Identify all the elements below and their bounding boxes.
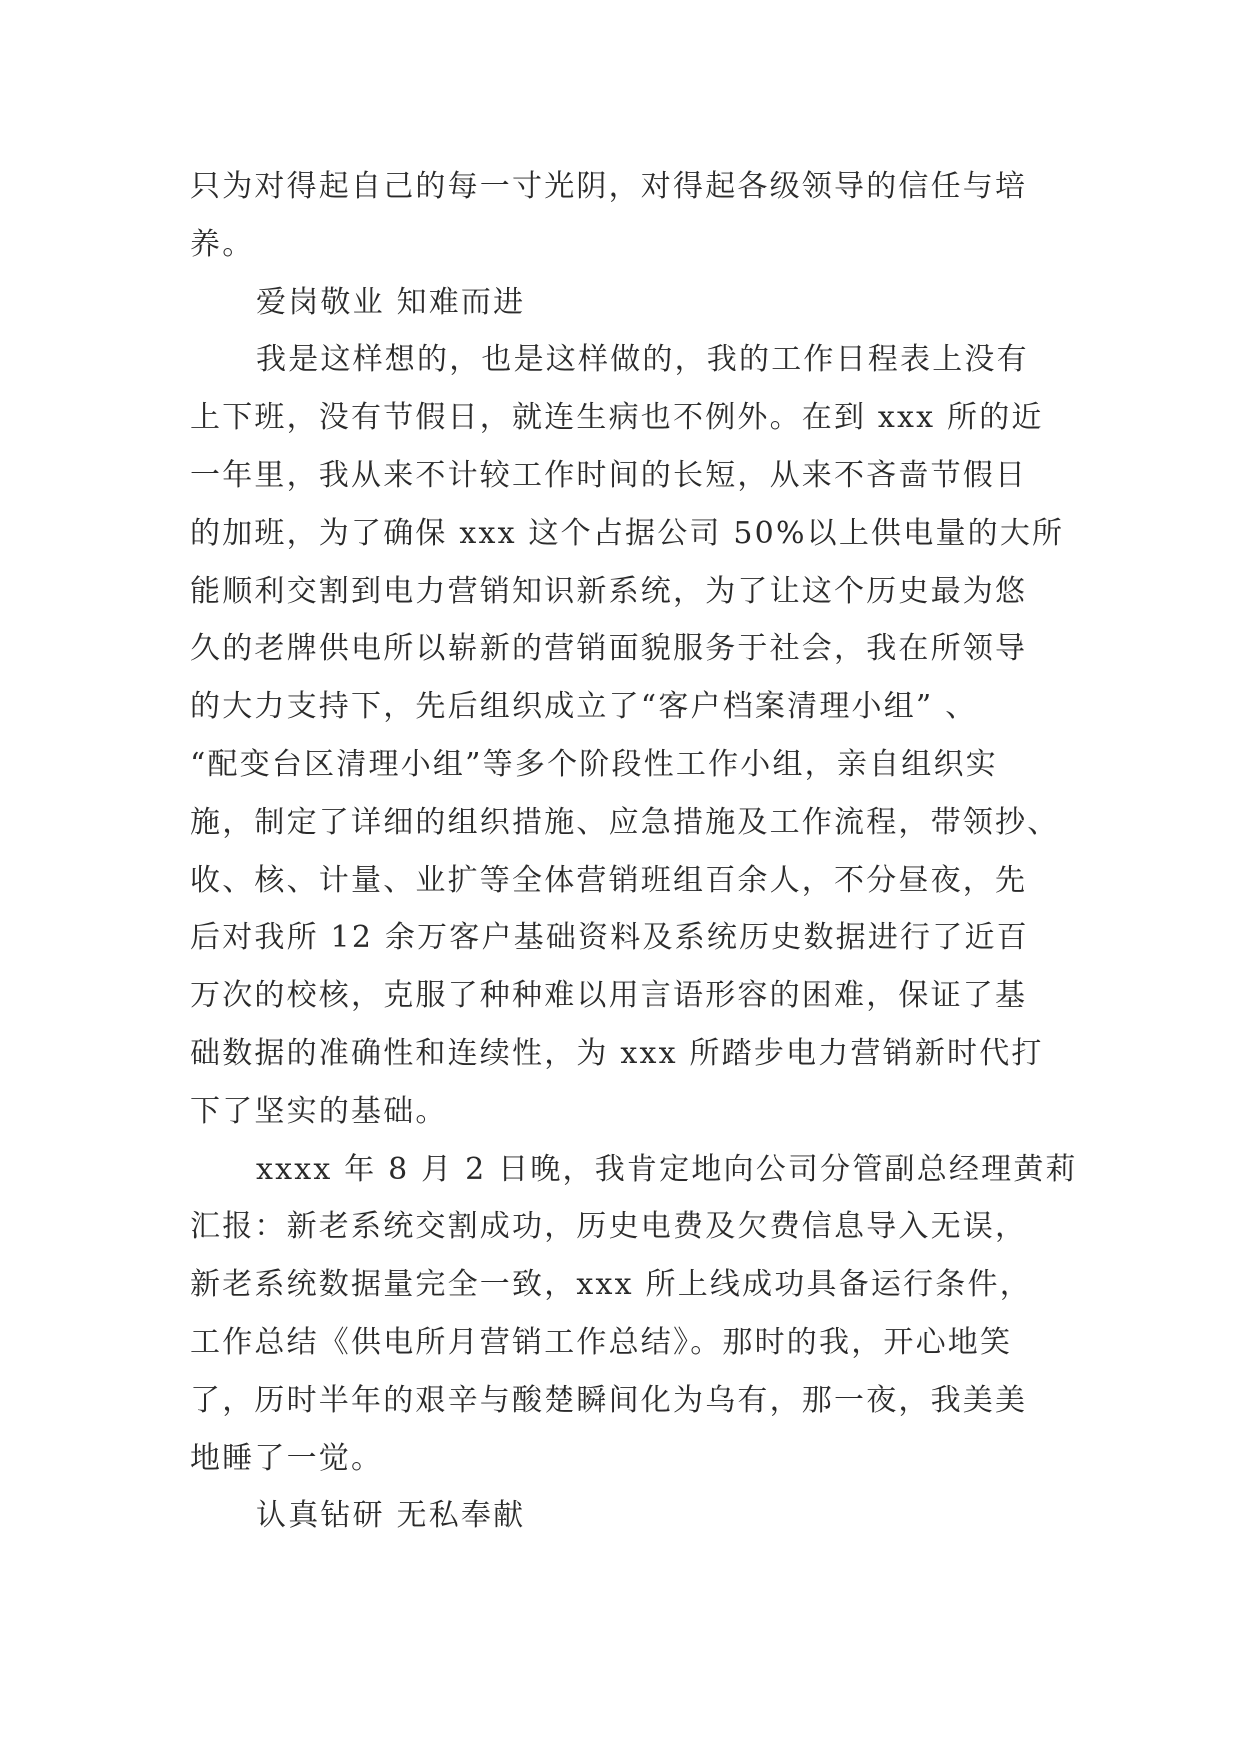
text-line: 养。 bbox=[190, 226, 255, 262]
text-line: 了，历时半年的艰辛与酸楚瞬间化为乌有，那一夜，我美美 bbox=[190, 1382, 1028, 1418]
text-line: 后对我所 12 余万客户基础资料及系统历史数据进行了近百 bbox=[190, 920, 1029, 956]
text-line: 汇报：新老系统交割成功，历史电费及欠费信息导入无误， bbox=[190, 1209, 1028, 1245]
text-line: 的大力支持下，先后组织成立了“客户档案清理小组” 、 bbox=[190, 689, 978, 725]
text-line: 下了坚实的基础。 bbox=[190, 1093, 448, 1129]
text-line: 只为对得起自己的每一寸光阴，对得起各级领导的信任与培 bbox=[190, 169, 1028, 204]
text-line: xxxx 年 8 月 2 日晚，我肯定地向公司分管副总经理黄莉 bbox=[256, 1151, 1078, 1187]
text-line: 础数据的准确性和连续性，为 xxx 所踏步电力营销新时代打 bbox=[190, 1035, 1044, 1071]
text-line: 我是这样想的，也是这样做的，我的工作日程表上没有 bbox=[256, 342, 1029, 378]
text-line: “配变台区清理小组”等多个阶段性工作小组，亲自组织实 bbox=[190, 746, 998, 782]
section-heading: 认真钻研 无私奉献 bbox=[256, 1498, 526, 1534]
text-line: 地睡了一觉。 bbox=[190, 1440, 384, 1476]
text-line: 施，制定了详细的组织措施、应急措施及工作流程，带领抄、 bbox=[190, 804, 1060, 840]
text-line: 新老系统数据量完全一致，xxx 所上线成功具备运行条件， bbox=[190, 1267, 1032, 1303]
section-heading: 爱岗敬业 知难而进 bbox=[256, 284, 526, 320]
text-line: 收、核、计量、业扩等全体营销班组百余人，不分昼夜，先 bbox=[190, 862, 1028, 898]
text-line: 久的老牌供电所以崭新的营销面貌服务于社会，我在所领导 bbox=[190, 631, 1028, 667]
text-line: 万次的校核，克服了种种难以用言语形容的困难，保证了基 bbox=[190, 978, 1028, 1014]
text-line: 工作总结《供电所月营销工作总结》。那时的我，开心地笑 bbox=[190, 1324, 1013, 1360]
body-text bbox=[190, 158, 1078, 1545]
text-line: 能顺利交割到电力营销知识新系统，为了让这个历史最为悠 bbox=[190, 573, 1028, 609]
text-line: 上下班，没有节假日，就连生病也不例外。在到 xxx 所的近 bbox=[190, 400, 1044, 436]
text-line: 的加班，为了确保 xxx 这个占据公司 50%以上供电量的大所 bbox=[190, 515, 1065, 551]
text-line: 一年里，我从来不计较工作时间的长短，从来不吝啬节假日 bbox=[190, 457, 1028, 493]
